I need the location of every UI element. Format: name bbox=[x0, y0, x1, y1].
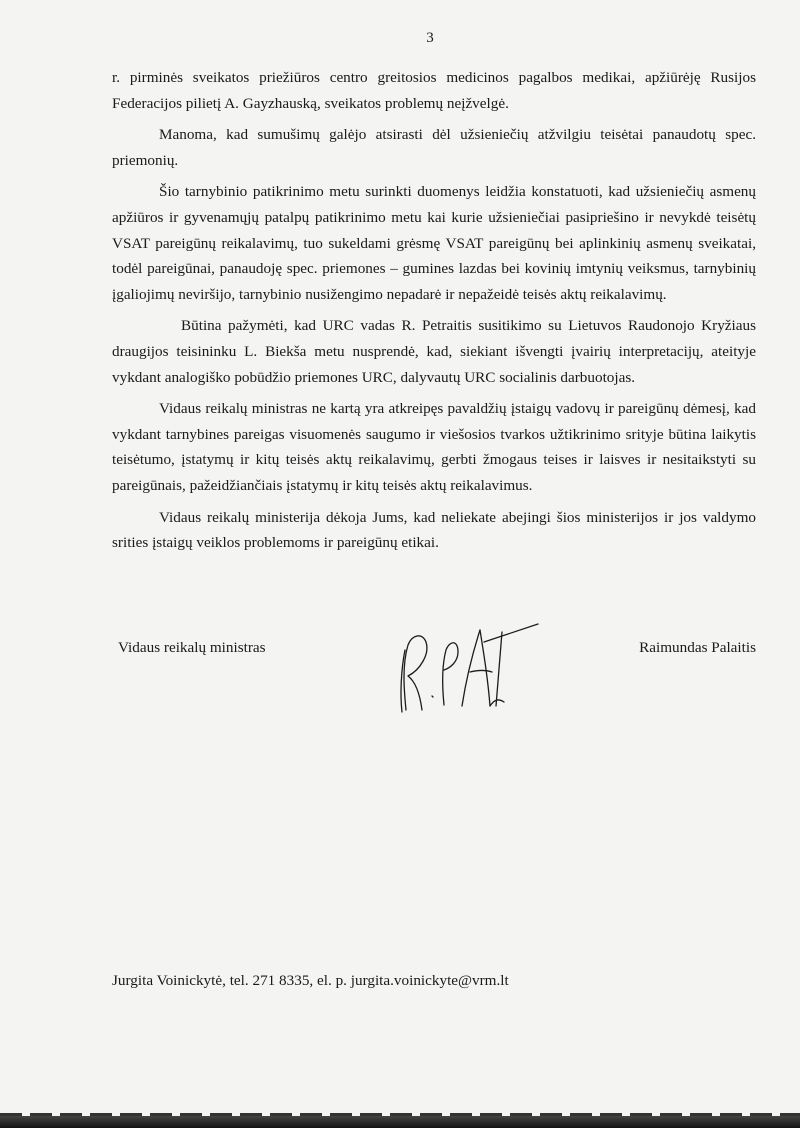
paragraph-4: Būtina pažymėti, kad URC vadas R. Petraitis susitikimo su Lietuvos Raudonojo Kryžiaus draugijos teisininku L. Biekša metu nusprendė, kad, siekiant išvengti įvairių interpretacijų, ateityje vykdant analogiško pobūdžio priemones URC, dalyvautų URC socialinis darbuotojas. bbox=[112, 317, 756, 386]
paragraph-2: Manoma, kad sumušimų galėjo atsirasti dėl užsieniečių atžvilgiu teisėtai panaudotų spec. priemonių. bbox=[112, 126, 756, 169]
contact-line: Jurgita Voinickytė, tel. 271 8335, el. p. jurgita.voinickyte@vrm.lt bbox=[112, 972, 509, 989]
signer-title: Vidaus reikalų ministras bbox=[118, 639, 266, 656]
paragraph-3: Šio tarnybinio patikrinimo metu surinkti duomenys leidžia konstatuoti, kad užsieniečių asmenų apžiūros ir gyvenamųjų patalpų patikrinimo metu kai kurie užsieniečiai pasipriešino ir nevykdė teisėtų VSAT pareigūnų reikalavimų, tuo sukeldami grėsmę VSAT pareigūnų bei aplinkinių asmenų sveikatai, todėl pareigūnai, panaudoję spec. priemones – gumines lazdas bei kovinių imtynių veiksmus, tarnybinių įgaliojimų neviršijo, tarnybinio nusižengimo nepadarė ir nepažeidė teisės aktų reikalavimų. bbox=[112, 183, 756, 303]
page-number: 3 bbox=[426, 30, 434, 46]
paragraph-5: Vidaus reikalų ministras ne kartą yra atkreipęs pavaldžių įstaigų vadovų ir pareigūnų dėmesį, kad vykdant tarnybines pareigas visuomenės saugumo ir viešosios tvarkos užtikrinimo srityje būtina laikytis teisėtumo, įstatymų ir kitų teisės aktų reikalavimų, gerbti žmogaus teises ir laisves ir nesitaikstyti su pareigūnais, pažeidžiančiais įstatymų ir kitų teisės aktų reikalavimus. bbox=[112, 400, 756, 494]
paragraph-1: r. pirminės sveikatos priežiūros centro greitosios medicinos pagalbos medikai, apžiūrėję Rusijos Federacijos pilietį A. Gayzhauską, sveikatos problemų neįžvelgė. bbox=[112, 69, 756, 112]
signer-name: Raimundas Palaitis bbox=[639, 639, 756, 656]
signature-block bbox=[112, 635, 756, 725]
scan-edge bbox=[0, 1116, 800, 1128]
letter-body bbox=[112, 65, 756, 562]
paragraph-6: Vidaus reikalų ministerija dėkoja Jums, kad neliekate abejingi šios ministerijos ir jos valdymo srities įstaigų veiklos problemoms ir pareigūnų etikai. bbox=[112, 508, 756, 552]
handwritten-signature bbox=[392, 610, 542, 715]
